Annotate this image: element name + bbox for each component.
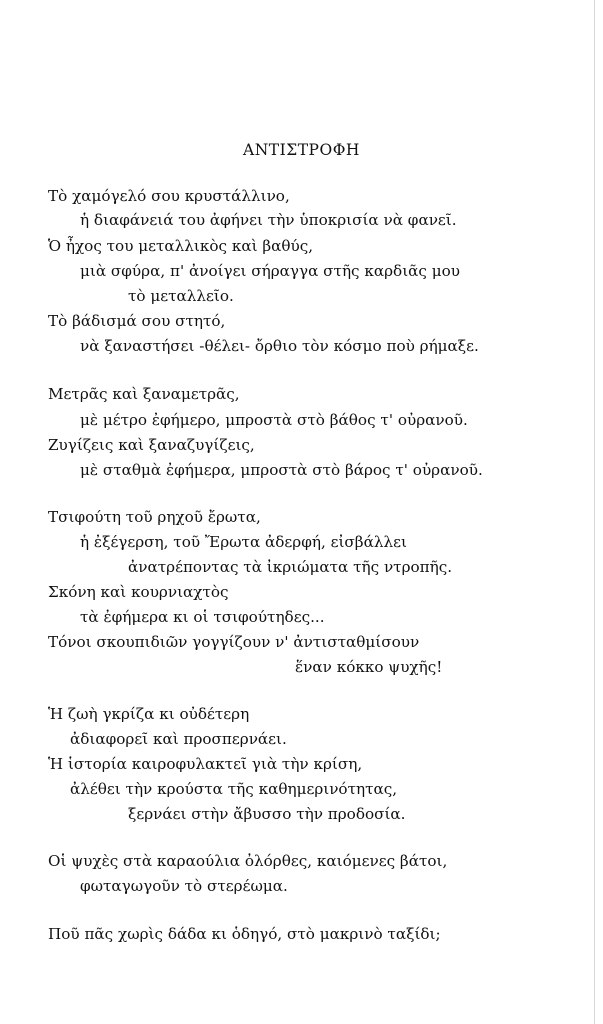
- poem-line: Ποῦ πᾶς χωρὶς δάδα κι ὁδηγό, στὸ μακρινὸ ταξίδι;: [48, 925, 441, 943]
- poem-line: Τὸ βάδισμά σου στητό,: [48, 312, 226, 330]
- poem-line: Ἡ ἱστορία καιροφυλακτεῖ γιὰ τὴν κρίση,: [48, 755, 363, 773]
- poem-line: νὰ ξαναστήσει -θέλει- ὄρθιο τὸν κόσμο ποὺ ρήμαξε.: [80, 337, 479, 355]
- poem-line: μιὰ σφύρα, π' ἀνοίγει σήραγγα στῆς καρδιᾶς μου: [80, 262, 460, 280]
- poem-line: Οἱ ψυχὲς στὰ καραούλια ὀλόρθες, καιόμενες βάτοι,: [48, 852, 448, 870]
- poem-line: Ἡ ζωὴ γκρίζα κι οὐδέτερη: [48, 705, 250, 723]
- poem-title: ΑΝΤΙΣΤΡΟΦΗ: [243, 141, 360, 159]
- poem-line: Μετρᾶς καὶ ξαναμετρᾶς,: [48, 385, 240, 403]
- poem-line: ἀλέθει τὴν κρούστα τῆς καθημερινότητας,: [70, 780, 398, 798]
- poem-line: φωταγωγοῦν τὸ στερέωμα.: [80, 877, 288, 895]
- poem-line: Τὸ χαμόγελό σου κρυστάλλινο,: [48, 187, 290, 205]
- poem-line: μὲ μέτρο ἐφήμερο, μπροστὰ στὸ βάθος τ' οὐρανοῦ.: [80, 411, 468, 429]
- poem-line: Σκόνη καὶ κουρνιαχτὸς: [48, 583, 229, 601]
- poem-line: ἀνατρέποντας τὰ ἰκριώματα τῆς ντροπῆς.: [128, 558, 453, 576]
- poem-line: Ὁ ἦχος του μεταλλικὸς καὶ βαθύς,: [48, 237, 314, 255]
- poem-line: Τσιφούτη τοῦ ρηχοῦ ἔρωτα,: [48, 508, 261, 526]
- poem-line: ἡ ἐξέγερση, τοῦ Ἔρωτα ἀδερφή, εἰσβάλλει: [80, 533, 407, 551]
- poem-line: ἡ διαφάνειά του ἀφήνει τὴν ὑποκρισία νὰ φανεῖ.: [80, 211, 457, 229]
- poem-line: ξερνάει στὴν ἄβυσσο τὴν προδοσία.: [128, 805, 406, 823]
- poem-line: Τόνοι σκουπιδιῶν γογγίζουν ν' ἀντισταθμίσουν: [48, 633, 420, 651]
- poem-line: τὰ ἐφήμερα κι οἱ τσιφούτηδες...: [80, 608, 325, 626]
- poem-line: ἕναν κόκκο ψυχῆς!: [295, 658, 443, 676]
- poem-line: ἀδιαφορεῖ καὶ προσπερνάει.: [70, 730, 287, 748]
- poem-line: μὲ σταθμὰ ἐφήμερα, μπροστὰ στὸ βάρος τ' οὐρανοῦ.: [80, 461, 483, 479]
- poem-line: τὸ μεταλλεῖο.: [128, 287, 234, 305]
- poem-line: Ζυγίζεις καὶ ξαναζυγίζεις,: [48, 436, 255, 454]
